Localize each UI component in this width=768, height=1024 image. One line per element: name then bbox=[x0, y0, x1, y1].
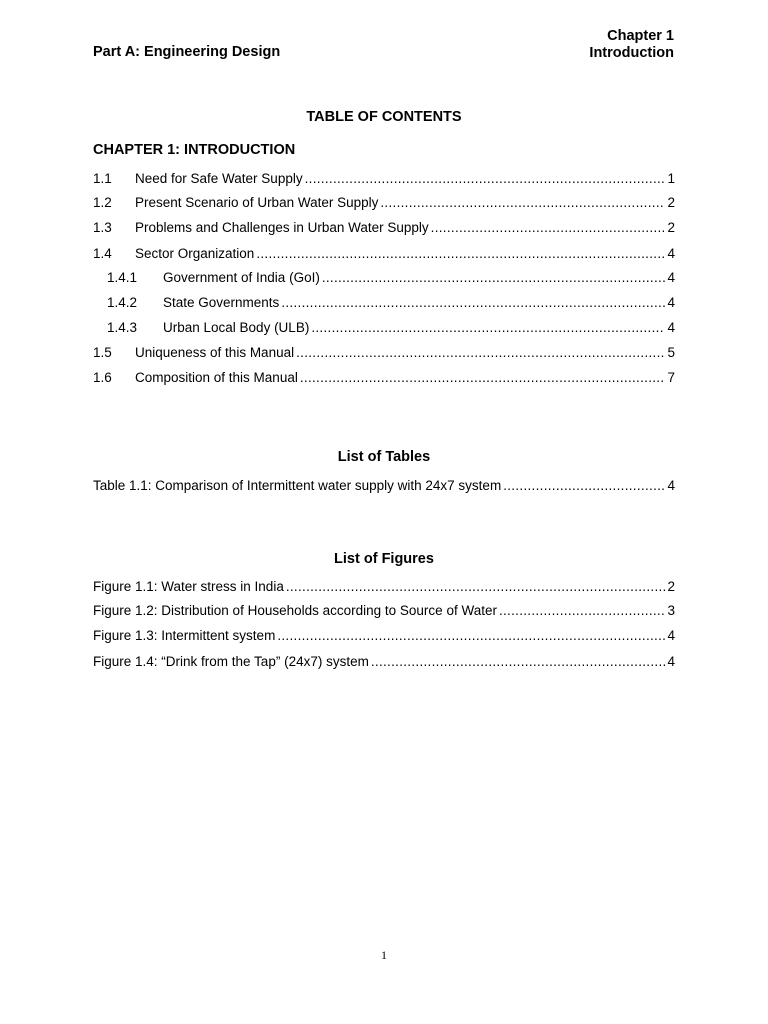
toc-entry-number: 1.4 bbox=[93, 246, 112, 261]
toc-entry-title: Urban Local Body (ULB) bbox=[163, 320, 310, 335]
dot-leader bbox=[281, 294, 665, 312]
figure-list-entry[interactable] bbox=[93, 578, 675, 596]
toc-entry[interactable] bbox=[93, 219, 675, 237]
dot-leader bbox=[286, 578, 666, 596]
toc-entry-page: 4 bbox=[667, 295, 675, 310]
toc-entry-title: Sector Organization bbox=[135, 246, 255, 261]
dot-leader bbox=[431, 219, 666, 237]
table-list-entry-page: 4 bbox=[667, 478, 675, 493]
figure-list-entry-page: 3 bbox=[667, 603, 675, 618]
header-chapter-number: Chapter 1 bbox=[607, 28, 674, 44]
toc-entry-number: 1.4.3 bbox=[107, 320, 138, 335]
toc-entry-page: 5 bbox=[667, 345, 675, 360]
toc-entry-number: 1.3 bbox=[93, 220, 112, 235]
chapter-heading: CHAPTER 1: INTRODUCTION bbox=[93, 142, 296, 158]
toc-entry-page: 2 bbox=[667, 220, 675, 235]
dot-leader bbox=[256, 245, 665, 263]
toc-entry-title: Composition of this Manual bbox=[135, 370, 298, 385]
figure-list-entry[interactable] bbox=[93, 627, 675, 645]
dot-leader bbox=[305, 170, 666, 188]
page-number: 1 bbox=[381, 948, 387, 962]
toc-subentry[interactable] bbox=[107, 319, 675, 337]
figure-list-entry-title: Figure 1.4: “Drink from the Tap” (24x7) system bbox=[93, 654, 369, 669]
toc-entry-title: Problems and Challenges in Urban Water Supply bbox=[135, 220, 429, 235]
dot-leader bbox=[499, 602, 666, 620]
dot-leader bbox=[277, 627, 665, 645]
dot-leader bbox=[296, 344, 665, 362]
table-list-entry[interactable] bbox=[93, 477, 675, 495]
toc-entry-page: 4 bbox=[667, 246, 675, 261]
dot-leader bbox=[503, 477, 665, 495]
toc-entry-title: Government of India (GoI) bbox=[163, 270, 320, 285]
table-list-entry-title: Table 1.1: Comparison of Intermittent water supply with 24x7 system bbox=[93, 478, 502, 493]
toc-entry[interactable] bbox=[93, 245, 675, 263]
toc-entry-page: 4 bbox=[667, 270, 675, 285]
toc-entry[interactable] bbox=[93, 369, 675, 387]
toc-entry-page: 1 bbox=[667, 171, 675, 186]
dot-leader bbox=[371, 653, 666, 671]
list-of-figures-heading: List of Figures bbox=[334, 551, 434, 567]
header-chapter-label bbox=[589, 28, 674, 61]
toc-entry-number: 1.4.1 bbox=[107, 270, 138, 285]
toc-entry-number: 1.1 bbox=[93, 171, 112, 186]
toc-entry-title: Need for Safe Water Supply bbox=[135, 171, 303, 186]
figure-list-entry[interactable] bbox=[93, 602, 675, 620]
toc-entry-title: State Governments bbox=[163, 295, 280, 310]
figure-list-entry-page: 4 bbox=[667, 654, 675, 669]
figure-list-entry-page: 2 bbox=[667, 579, 675, 594]
toc-entry-title: Present Scenario of Urban Water Supply bbox=[135, 195, 379, 210]
toc-entry[interactable] bbox=[93, 344, 675, 362]
toc-title: TABLE OF CONTENTS bbox=[306, 109, 462, 125]
toc-entry-page: 7 bbox=[667, 370, 675, 385]
header-part-label: Part A: Engineering Design bbox=[93, 44, 281, 60]
toc-entry-number: 1.4.2 bbox=[107, 295, 138, 310]
figure-list-entry[interactable] bbox=[93, 653, 675, 671]
figure-list-entry-title: Figure 1.2: Distribution of Households according to Source of Water bbox=[93, 603, 497, 618]
dot-leader bbox=[322, 269, 666, 287]
toc-entry[interactable] bbox=[93, 170, 675, 188]
toc-entry-number: 1.2 bbox=[93, 195, 112, 210]
list-of-tables-heading: List of Tables bbox=[337, 449, 431, 465]
header-chapter-title: Introduction bbox=[589, 44, 674, 61]
figure-list-entry-title: Figure 1.1: Water stress in India bbox=[93, 579, 284, 594]
dot-leader bbox=[311, 319, 665, 337]
toc-subentry[interactable] bbox=[107, 269, 675, 287]
figure-list-entry-title: Figure 1.3: Intermittent system bbox=[93, 628, 276, 643]
toc-subentry[interactable] bbox=[107, 294, 675, 312]
toc-entry[interactable] bbox=[93, 194, 675, 212]
dot-leader bbox=[380, 194, 665, 212]
figure-list-entry-page: 4 bbox=[667, 628, 675, 643]
dot-leader bbox=[300, 369, 666, 387]
toc-entry-page: 2 bbox=[667, 195, 675, 210]
toc-entry-number: 1.5 bbox=[93, 345, 112, 360]
toc-entry-title: Uniqueness of this Manual bbox=[135, 345, 295, 360]
toc-entry-number: 1.6 bbox=[93, 370, 112, 385]
toc-entry-page: 4 bbox=[667, 320, 675, 335]
